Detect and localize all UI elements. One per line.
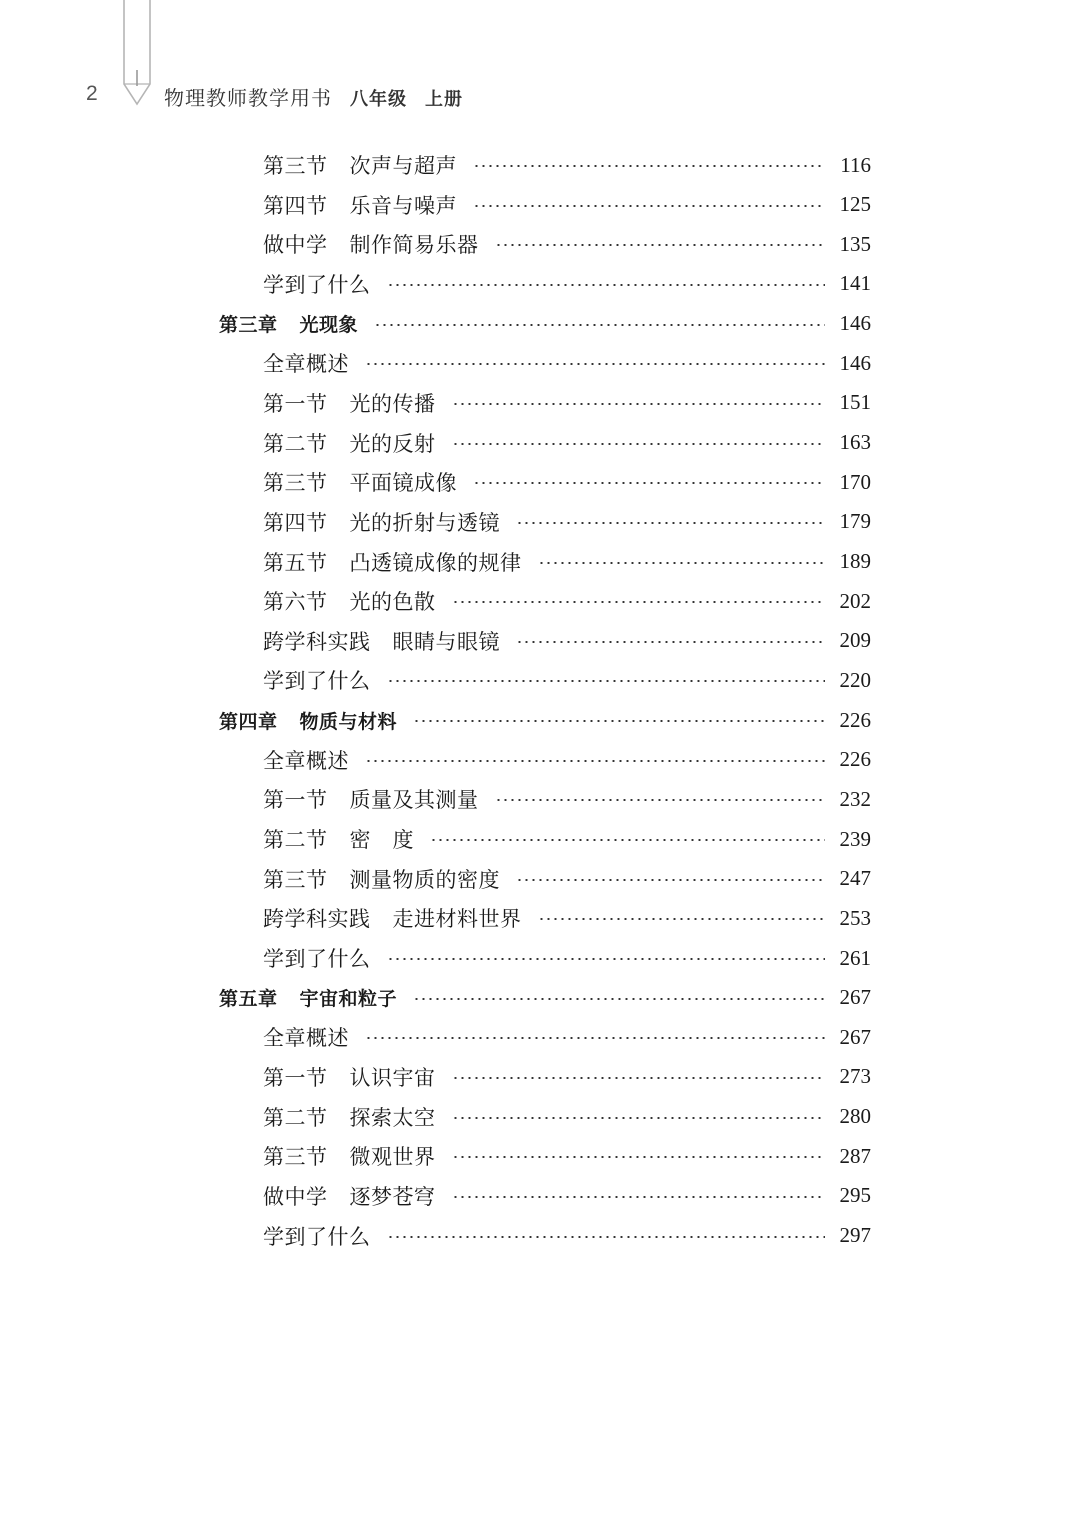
toc-entry-title xyxy=(263,1022,349,1052)
toc-entry-name: 走进材料世界 xyxy=(392,907,522,932)
toc-entry-title xyxy=(263,507,500,537)
toc-dot-leader xyxy=(538,918,826,920)
page-number: 2 xyxy=(86,82,98,105)
toc-entry-title xyxy=(263,1221,371,1251)
toc-dot-leader xyxy=(516,522,825,524)
toc-page-number: 170 xyxy=(839,469,871,494)
toc-entry-label: 第五章 xyxy=(219,988,278,1011)
toc-entry-name: 乐音与噪声 xyxy=(349,193,457,218)
toc-entry-label: 学到了什么 xyxy=(263,1224,371,1249)
toc-dot-leader xyxy=(413,998,825,1000)
toc-section-entry xyxy=(263,423,871,463)
toc-section-entry xyxy=(263,779,871,819)
toc-entry-title xyxy=(263,467,457,497)
toc-section-entry xyxy=(263,1057,871,1097)
toc-entry-title xyxy=(263,864,500,894)
toc-section-entry xyxy=(263,1216,871,1256)
toc-page-number: 267 xyxy=(839,985,871,1010)
toc-entry-name: 光的传播 xyxy=(349,391,436,416)
toc-entry-title xyxy=(263,1141,436,1171)
toc-page-number: 280 xyxy=(839,1104,871,1129)
toc-page-number: 146 xyxy=(839,311,871,336)
book-header xyxy=(164,82,463,111)
toc-entry-label: 第三节 xyxy=(263,1145,328,1170)
toc-section-entry xyxy=(263,740,871,780)
toc-entry-label: 全章概述 xyxy=(263,1026,349,1051)
toc-dot-leader xyxy=(365,760,825,762)
toc-entry-name: 物质与材料 xyxy=(299,710,398,733)
toc-dot-leader xyxy=(452,601,826,603)
toc-entry-name: 密 度 xyxy=(349,828,414,853)
toc-entry-name: 平面镜成像 xyxy=(349,471,457,496)
toc-dot-leader xyxy=(365,1037,825,1039)
toc-entry-label: 跨学科实践 xyxy=(263,629,371,654)
toc-entry-title xyxy=(263,943,371,973)
toc-section-entry xyxy=(263,581,871,621)
toc-dot-leader xyxy=(387,680,826,682)
toc-entry-label: 做中学 xyxy=(263,233,328,258)
toc-entry-name: 光的折射与透镜 xyxy=(349,510,500,535)
toc-page-number: 295 xyxy=(839,1183,871,1208)
toc-dot-leader xyxy=(473,205,825,207)
toc-dot-leader xyxy=(387,1236,826,1238)
toc-entry-title xyxy=(263,665,371,695)
toc-page-number: 220 xyxy=(839,667,871,692)
toc-section-entry xyxy=(263,462,871,502)
toc-entry-title xyxy=(263,388,436,418)
toc-dot-leader xyxy=(452,1117,826,1119)
toc-entry-label: 第三节 xyxy=(263,471,328,496)
toc-entry-label: 学到了什么 xyxy=(263,272,371,297)
toc-entry-title xyxy=(219,310,358,337)
toc-page-number: 163 xyxy=(839,430,871,455)
toc-entry-label: 第二节 xyxy=(263,1105,328,1130)
toc-entry-title xyxy=(263,1062,436,1092)
toc-section-entry xyxy=(263,502,871,542)
toc-page-number: 146 xyxy=(839,350,871,375)
toc-entry-title xyxy=(263,428,436,458)
toc-section-entry xyxy=(263,859,871,899)
toc-entry-title xyxy=(263,824,414,854)
toc-section-entry xyxy=(263,1176,871,1216)
toc-page-number: 209 xyxy=(839,628,871,653)
toc-page-number: 247 xyxy=(839,866,871,891)
toc-entry-name: 光的色散 xyxy=(349,590,436,615)
toc-dot-leader xyxy=(452,1196,826,1198)
toc-dot-leader xyxy=(516,879,825,881)
toc-dot-leader xyxy=(387,284,826,286)
book-grade: 八年级 xyxy=(350,89,407,110)
toc-section-entry xyxy=(263,185,871,225)
toc-entry-label: 跨学科实践 xyxy=(263,907,371,932)
toc-dot-leader xyxy=(452,1156,826,1158)
toc-entry-title xyxy=(263,1102,436,1132)
toc-section-entry xyxy=(263,542,871,582)
toc-page-number: 226 xyxy=(839,747,871,772)
toc-entry-title xyxy=(219,984,397,1011)
toc-chapter-entry xyxy=(219,978,871,1018)
toc-entry-label: 第四节 xyxy=(263,510,328,535)
toc-entry-name: 认识宇宙 xyxy=(349,1065,436,1090)
toc-section-entry xyxy=(263,264,871,304)
toc-entry-title xyxy=(263,784,479,814)
book-title: 物理教师教学用书 xyxy=(164,86,332,110)
toc-entry-label: 第一节 xyxy=(263,391,328,416)
toc-page-number: 239 xyxy=(839,826,871,851)
toc-entry-label: 第三章 xyxy=(219,314,278,337)
toc-entry-label: 第三节 xyxy=(263,154,328,178)
toc-dot-leader xyxy=(413,720,825,722)
toc-entry-label: 第二节 xyxy=(263,828,328,853)
toc-entry-name: 探索太空 xyxy=(349,1105,436,1130)
toc-entry-title xyxy=(263,348,349,378)
toc-entry-title xyxy=(263,547,522,577)
toc-page-number: 226 xyxy=(839,707,871,732)
toc-dot-leader xyxy=(473,165,825,167)
toc-dot-leader xyxy=(452,403,826,405)
toc-section-entry xyxy=(263,1136,871,1176)
toc-entry-name: 逐梦苍穹 xyxy=(349,1184,436,1209)
toc-dot-leader xyxy=(473,482,825,484)
toc-section-entry xyxy=(263,1097,871,1137)
toc-section-entry xyxy=(263,898,871,938)
toc-section-entry xyxy=(263,819,871,859)
toc-page-number: 141 xyxy=(839,271,871,296)
toc-entry-name: 光现象 xyxy=(299,314,359,337)
toc-entry-title xyxy=(263,745,349,775)
toc-section-entry xyxy=(263,145,871,185)
toc-entry-title xyxy=(263,190,457,220)
toc-chapter-entry xyxy=(219,700,871,740)
toc-entry-label: 学到了什么 xyxy=(263,947,371,971)
toc-dot-leader xyxy=(495,799,826,801)
toc-section-entry xyxy=(263,938,871,978)
toc-page-number: 135 xyxy=(839,231,871,256)
toc-chapter-entry xyxy=(219,304,871,344)
toc-entry-label: 第六节 xyxy=(263,590,328,615)
toc-page-number: 179 xyxy=(839,509,871,534)
toc-entry-name: 测量物质的密度 xyxy=(349,867,500,892)
toc-dot-leader xyxy=(387,958,826,960)
toc-page-number: 287 xyxy=(839,1143,871,1168)
toc-entry-label: 第五节 xyxy=(263,550,328,575)
toc-entry-title xyxy=(263,586,436,616)
toc-section-entry xyxy=(263,1017,871,1057)
toc-entry-label: 第一节 xyxy=(263,1065,328,1090)
toc-entry-title xyxy=(263,626,500,656)
toc-entry-label: 全章概述 xyxy=(263,748,349,773)
toc-page-number: 273 xyxy=(839,1064,871,1089)
toc-page-number: 267 xyxy=(839,1024,871,1049)
toc-entry-name: 光的反射 xyxy=(349,431,436,456)
toc-entry-label: 做中学 xyxy=(263,1184,328,1209)
toc-dot-leader xyxy=(516,641,825,643)
toc-entry-name: 微观世界 xyxy=(349,1145,436,1170)
toc-page-number: 116 xyxy=(840,152,871,177)
toc-dot-leader xyxy=(495,244,826,246)
toc-entry-title xyxy=(263,903,522,933)
toc-entry-label: 第四章 xyxy=(219,710,278,733)
toc-entry-title xyxy=(263,269,371,299)
toc-page-number: 151 xyxy=(839,390,871,415)
toc-section-entry xyxy=(263,383,871,423)
toc-dot-leader xyxy=(538,562,826,564)
toc-entry-title xyxy=(263,229,479,259)
toc-entry-title xyxy=(263,150,457,180)
toc-dot-leader xyxy=(452,1077,826,1079)
toc-page-number: 297 xyxy=(839,1223,871,1248)
toc-page-number: 189 xyxy=(839,549,871,573)
toc-entry-label: 第一节 xyxy=(263,788,328,813)
toc-entry-name: 宇宙和粒子 xyxy=(299,988,398,1011)
toc-section-entry xyxy=(263,621,871,661)
toc-page-number: 253 xyxy=(839,905,871,930)
toc-section-entry xyxy=(263,224,871,264)
toc-dot-leader xyxy=(374,324,825,326)
toc-entry-name: 凸透镜成像的规律 xyxy=(349,550,522,575)
toc-page-number: 232 xyxy=(839,786,871,811)
toc-page-number: 202 xyxy=(839,588,871,613)
toc-entry-name: 制作简易乐器 xyxy=(349,233,479,258)
toc-section-entry xyxy=(263,343,871,383)
toc-entry-title xyxy=(263,1181,436,1211)
toc-section-entry xyxy=(263,660,871,700)
toc-entry-name: 眼睛与眼镜 xyxy=(392,629,500,654)
toc-entry-label: 全章概述 xyxy=(263,352,349,377)
toc-page-number: 125 xyxy=(839,192,871,217)
toc-entry-label: 第四节 xyxy=(263,193,328,218)
toc-dot-leader xyxy=(452,443,826,445)
toc-entry-name: 次声与超声 xyxy=(349,154,457,178)
toc-page-number: 261 xyxy=(839,945,871,970)
toc-dot-leader xyxy=(430,839,825,841)
toc-entry-label: 第三节 xyxy=(263,867,328,892)
toc-entry-title xyxy=(219,707,397,734)
toc-entry-label: 学到了什么 xyxy=(263,669,371,694)
toc-dot-leader xyxy=(365,363,825,365)
book-volume: 上册 xyxy=(425,89,463,110)
toc-entry-name: 质量及其测量 xyxy=(349,788,479,813)
toc-entry-label: 第二节 xyxy=(263,431,328,456)
